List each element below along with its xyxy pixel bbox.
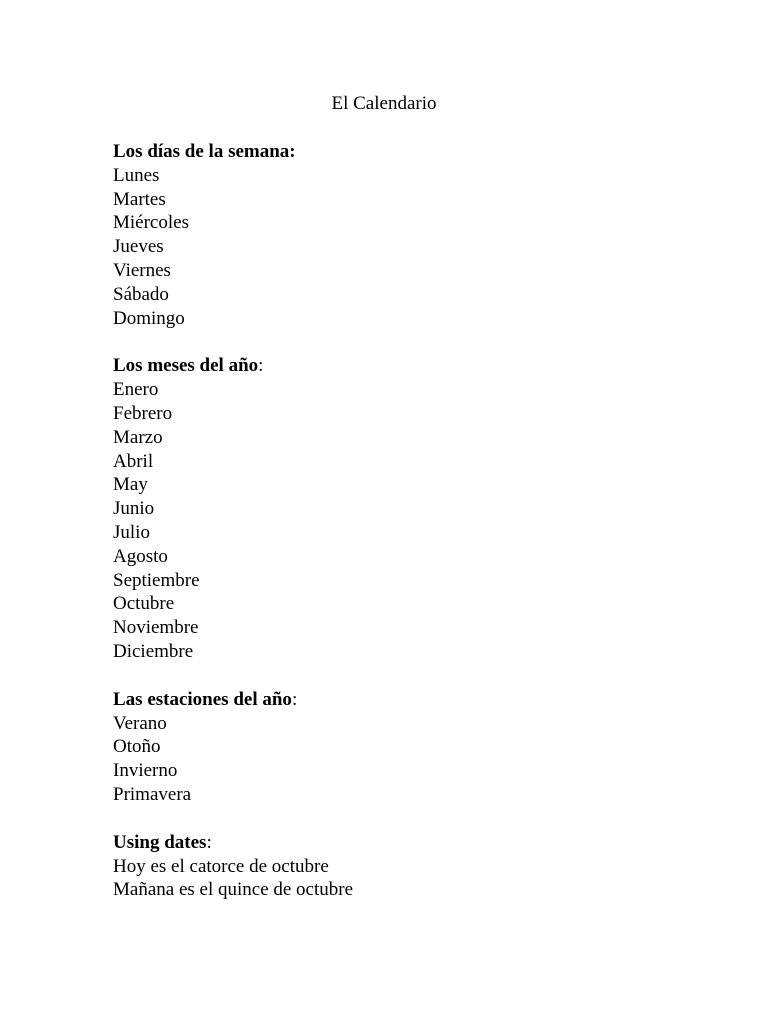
- season-item-otono: Otoño: [113, 736, 161, 758]
- month-item-junio: Junio: [113, 498, 155, 520]
- document-body: [113, 140, 713, 926]
- day-item-martes: Martes: [113, 188, 166, 210]
- months-heading-colon: :: [258, 355, 264, 377]
- months-section: [113, 354, 713, 663]
- season-item-verano: Verano: [113, 712, 167, 734]
- day-item-sabado: Sábado: [113, 283, 169, 305]
- month-item-noviembre: Noviembre: [113, 617, 199, 639]
- month-item-may: May: [113, 474, 148, 496]
- months-heading: [113, 354, 713, 378]
- days-heading-text: Los días de la semana:: [113, 141, 296, 162]
- month-item-agosto: Agosto: [113, 545, 168, 567]
- seasons-heading-text: Las estaciones del año: [113, 688, 292, 710]
- month-item-septiembre: Septiembre: [113, 569, 200, 591]
- day-item-lunes: Lunes: [113, 164, 160, 186]
- day-item-domingo: Domingo: [113, 307, 185, 329]
- date-example-today: Hoy es el catorce de octubre: [113, 855, 329, 877]
- month-item-octubre: Octubre: [113, 593, 175, 615]
- month-item-enero: Enero: [113, 379, 159, 401]
- months-heading-text: Los meses del año: [113, 355, 259, 377]
- dates-section: [113, 831, 713, 902]
- days-section: [113, 140, 713, 330]
- seasons-section: [113, 688, 713, 807]
- seasons-heading-colon: :: [291, 688, 298, 710]
- month-item-marzo: Marzo: [113, 426, 163, 448]
- document-title: El Calendario: [331, 93, 437, 114]
- dates-heading: [113, 831, 713, 855]
- day-item-viernes: Viernes: [113, 259, 171, 281]
- month-item-febrero: Febrero: [113, 402, 173, 424]
- season-item-invierno: Invierno: [113, 760, 178, 782]
- day-item-miercoles: Miércoles: [113, 212, 189, 234]
- dates-heading-colon: :: [206, 831, 212, 853]
- season-item-primavera: Primavera: [113, 783, 192, 805]
- days-heading: [113, 140, 713, 164]
- seasons-heading: [113, 688, 713, 712]
- day-item-jueves: Jueves: [113, 236, 164, 258]
- month-item-julio: Julio: [113, 521, 150, 543]
- month-item-abril: Abril: [113, 450, 154, 472]
- date-example-tomorrow: Mañana es el quince de octubre: [113, 879, 354, 901]
- dates-heading-text: Using dates: [113, 831, 207, 853]
- month-item-diciembre: Diciembre: [113, 640, 194, 662]
